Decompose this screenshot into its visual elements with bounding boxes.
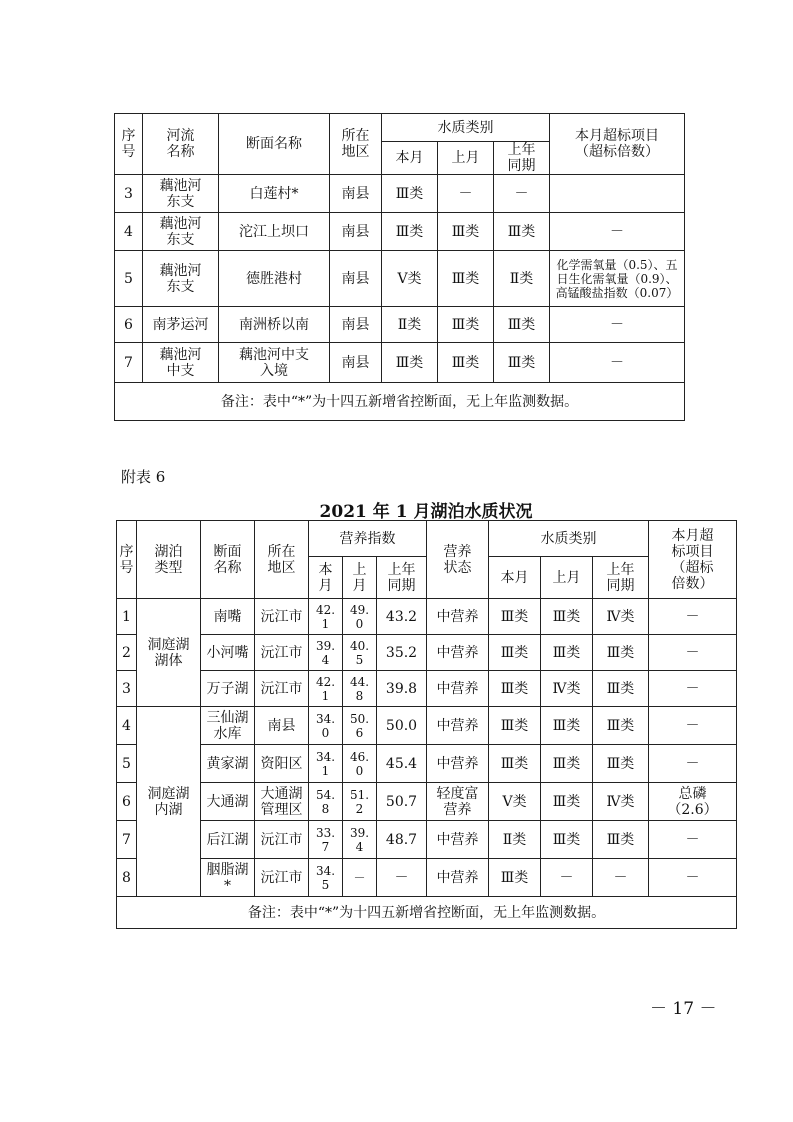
cell-region: 沅江市 (255, 599, 309, 635)
cell-quality-last-month: Ⅳ类 (541, 671, 593, 707)
cell-index-same-period: － (377, 859, 427, 897)
table2-title: 2021 年 1 月湖泊水质状况 (319, 502, 533, 522)
cell-section: 南洲桥以南 (219, 307, 330, 343)
cell-seq: 3 (117, 671, 137, 707)
cell-seq: 1 (117, 599, 137, 635)
cell-exceed: 总磷 （2.6） (649, 783, 737, 821)
cell-quality-this-month: Ⅲ类 (489, 635, 541, 671)
cell-region: 沅江市 (255, 635, 309, 671)
cell-section: 三仙湖 水库 (201, 707, 255, 745)
table-row (117, 599, 737, 635)
cell-same-period: Ⅱ类 (494, 251, 550, 307)
header-nutrient-status: 营养 状态 (427, 521, 489, 599)
cell-quality-this-month: Ⅲ类 (489, 671, 541, 707)
header-region: 所在 地区 (255, 521, 309, 599)
cell-quality-same-period: － (593, 859, 649, 897)
cell-section: 胭脂湖 * (201, 859, 255, 897)
cell-region: 南县 (255, 707, 309, 745)
cell-quality-last-month: Ⅲ类 (541, 707, 593, 745)
cell-quality-same-period: Ⅳ类 (593, 599, 649, 635)
cell-exceed: － (550, 213, 685, 251)
header-same-period: 上年 同期 (494, 142, 550, 175)
cell-index-last-month: 46. 0 (343, 745, 377, 783)
cell-index-this-month: 34. 1 (309, 745, 343, 783)
cell-index-last-month: 49. 0 (343, 599, 377, 635)
cell-quality-this-month: Ⅲ类 (489, 707, 541, 745)
cell-region: 南县 (330, 307, 382, 343)
cell-index-this-month: 34. 0 (309, 707, 343, 745)
header-index-same-period: 上年 同期 (377, 557, 427, 599)
cell-this-month: Ⅲ类 (382, 175, 438, 213)
cell-last-month: Ⅲ类 (438, 251, 494, 307)
cell-index-same-period: 39.8 (377, 671, 427, 707)
cell-this-month: Ⅱ类 (382, 307, 438, 343)
cell-same-period: Ⅲ类 (494, 307, 550, 343)
cell-index-same-period: 45.4 (377, 745, 427, 783)
cell-section: 小河嘴 (201, 635, 255, 671)
cell-exceed: － (649, 821, 737, 859)
cell-river: 藕池河 东支 (143, 251, 219, 307)
cell-nutrient-status: 中营养 (427, 599, 489, 635)
cell-same-period: Ⅲ类 (494, 343, 550, 383)
cell-section: 白莲村* (219, 175, 330, 213)
cell-quality-last-month: Ⅲ类 (541, 745, 593, 783)
cell-quality-last-month: Ⅲ类 (541, 599, 593, 635)
cell-section: 万子湖 (201, 671, 255, 707)
cell-region: 大通湖 管理区 (255, 783, 309, 821)
cell-index-same-period: 50.0 (377, 707, 427, 745)
cell-index-this-month: 42. 1 (309, 671, 343, 707)
cell-this-month: Ⅲ类 (382, 343, 438, 383)
cell-lake-type: 洞庭湖 内湖 (137, 707, 201, 897)
cell-section: 南嘴 (201, 599, 255, 635)
cell-nutrient-status: 中营养 (427, 635, 489, 671)
cell-exceed: － (649, 671, 737, 707)
table-row (115, 175, 685, 213)
cell-last-month: Ⅲ类 (438, 213, 494, 251)
cell-nutrient-status: 中营养 (427, 859, 489, 897)
cell-exceed: － (550, 307, 685, 343)
cell-quality-this-month: Ⅴ类 (489, 783, 541, 821)
table-row (115, 343, 685, 383)
cell-seq: 7 (115, 343, 143, 383)
cell-index-this-month: 42. 1 (309, 599, 343, 635)
header-this-month: 本月 (382, 142, 438, 175)
header-nutrient-index: 营养指数 (309, 521, 427, 557)
cell-river: 藕池河 东支 (143, 175, 219, 213)
cell-quality-same-period: Ⅲ类 (593, 671, 649, 707)
cell-index-last-month: 40. 5 (343, 635, 377, 671)
cell-exceed: － (649, 745, 737, 783)
header-seq: 序 号 (117, 521, 137, 599)
table-row (117, 783, 737, 821)
table-row (117, 821, 737, 859)
header-index-this-month: 本 月 (309, 557, 343, 599)
cell-seq: 2 (117, 635, 137, 671)
cell-exceed: － (649, 859, 737, 897)
header-lake-type: 湖泊 类型 (137, 521, 201, 599)
cell-this-month: Ⅲ类 (382, 213, 438, 251)
table-row (117, 745, 737, 783)
cell-section: 藕池河中支 入境 (219, 343, 330, 383)
cell-section: 后江湖 (201, 821, 255, 859)
header-exceed-items: 本月超标项目 （超标倍数） (550, 114, 685, 175)
cell-lake-type: 洞庭湖 湖体 (137, 599, 201, 707)
cell-index-same-period: 35.2 (377, 635, 427, 671)
cell-quality-last-month: － (541, 859, 593, 897)
cell-quality-same-period: Ⅲ类 (593, 745, 649, 783)
cell-region: 沅江市 (255, 859, 309, 897)
river-quality-table (114, 113, 685, 421)
cell-quality-last-month: Ⅲ类 (541, 635, 593, 671)
cell-quality-this-month: Ⅲ类 (489, 859, 541, 897)
cell-nutrient-status: 中营养 (427, 671, 489, 707)
cell-river: 南茅运河 (143, 307, 219, 343)
cell-section: 沱江上坝口 (219, 213, 330, 251)
cell-nutrient-status: 中营养 (427, 821, 489, 859)
cell-quality-this-month: Ⅱ类 (489, 821, 541, 859)
cell-index-last-month: 51. 2 (343, 783, 377, 821)
cell-same-period: Ⅲ类 (494, 213, 550, 251)
header-quality-last-month: 上月 (541, 557, 593, 599)
cell-seq: 8 (117, 859, 137, 897)
table-row (115, 251, 685, 307)
cell-seq: 6 (117, 783, 137, 821)
table-row (117, 707, 737, 745)
cell-section: 大通湖 (201, 783, 255, 821)
cell-quality-this-month: Ⅲ类 (489, 599, 541, 635)
cell-quality-last-month: Ⅲ类 (541, 783, 593, 821)
cell-nutrient-status: 轻度富 营养 (427, 783, 489, 821)
table1-note: 备注：表中“*”为十四五新增省控断面，无上年监测数据。 (115, 383, 685, 421)
cell-index-this-month: 34. 5 (309, 859, 343, 897)
cell-index-last-month: 50. 6 (343, 707, 377, 745)
cell-exceed: － (649, 707, 737, 745)
cell-index-same-period: 43.2 (377, 599, 427, 635)
cell-section: 黄家湖 (201, 745, 255, 783)
cell-exceed: 化学需氧量（0.5）、五日生化需氧量（0.9）、高锰酸盐指数（0.07） (550, 251, 685, 307)
cell-region: 南县 (330, 175, 382, 213)
cell-last-month: － (438, 175, 494, 213)
cell-seq: 4 (117, 707, 137, 745)
header-quality-this-month: 本月 (489, 557, 541, 599)
cell-exceed: － (649, 599, 737, 635)
table2-note: 备注：表中“*”为十四五新增省控断面，无上年监测数据。 (117, 897, 737, 929)
cell-quality-same-period: Ⅲ类 (593, 707, 649, 745)
cell-index-this-month: 39. 4 (309, 635, 343, 671)
page-number: － 17 － (650, 999, 717, 1019)
table-row (117, 859, 737, 897)
cell-index-same-period: 50.7 (377, 783, 427, 821)
cell-index-this-month: 54. 8 (309, 783, 343, 821)
appendix-label: 附表 6 (121, 468, 166, 486)
cell-index-same-period: 48.7 (377, 821, 427, 859)
lake-quality-table (116, 520, 737, 929)
cell-quality-last-month: Ⅲ类 (541, 821, 593, 859)
cell-index-last-month: 39. 4 (343, 821, 377, 859)
cell-region: 沅江市 (255, 671, 309, 707)
header-region: 所在 地区 (330, 114, 382, 175)
cell-quality-same-period: Ⅲ类 (593, 635, 649, 671)
header-section-name: 断面名称 (219, 114, 330, 175)
cell-river: 藕池河 东支 (143, 213, 219, 251)
cell-region: 沅江市 (255, 821, 309, 859)
cell-section: 德胜港村 (219, 251, 330, 307)
cell-index-last-month: 44. 8 (343, 671, 377, 707)
cell-seq: 5 (115, 251, 143, 307)
cell-quality-same-period: Ⅳ类 (593, 783, 649, 821)
cell-exceed: － (550, 343, 685, 383)
header-section-name: 断面 名称 (201, 521, 255, 599)
cell-nutrient-status: 中营养 (427, 707, 489, 745)
cell-last-month: Ⅲ类 (438, 343, 494, 383)
header-quality-same-period: 上年 同期 (593, 557, 649, 599)
cell-this-month: Ⅴ类 (382, 251, 438, 307)
cell-river: 藕池河 中支 (143, 343, 219, 383)
cell-seq: 5 (117, 745, 137, 783)
cell-seq: 3 (115, 175, 143, 213)
cell-region: 资阳区 (255, 745, 309, 783)
cell-quality-same-period: Ⅲ类 (593, 821, 649, 859)
table-row (115, 307, 685, 343)
header-index-last-month: 上 月 (343, 557, 377, 599)
cell-seq: 4 (115, 213, 143, 251)
header-exceed-items: 本月超 标项目 （超标 倍数） (649, 521, 737, 599)
header-seq: 序 号 (115, 114, 143, 175)
cell-region: 南县 (330, 343, 382, 383)
table-row (117, 671, 737, 707)
cell-exceed: － (649, 635, 737, 671)
table-row (115, 213, 685, 251)
cell-seq: 7 (117, 821, 137, 859)
cell-last-month: Ⅲ类 (438, 307, 494, 343)
header-last-month: 上月 (438, 142, 494, 175)
cell-quality-this-month: Ⅲ类 (489, 745, 541, 783)
cell-seq: 6 (115, 307, 143, 343)
cell-index-last-month: － (343, 859, 377, 897)
cell-index-this-month: 33. 7 (309, 821, 343, 859)
cell-nutrient-status: 中营养 (427, 745, 489, 783)
table-row (117, 635, 737, 671)
cell-same-period: － (494, 175, 550, 213)
header-water-quality: 水质类别 (489, 521, 649, 557)
cell-exceed (550, 175, 685, 213)
cell-region: 南县 (330, 251, 382, 307)
header-water-quality: 水质类别 (382, 114, 550, 142)
header-river-name: 河流 名称 (143, 114, 219, 175)
cell-region: 南县 (330, 213, 382, 251)
